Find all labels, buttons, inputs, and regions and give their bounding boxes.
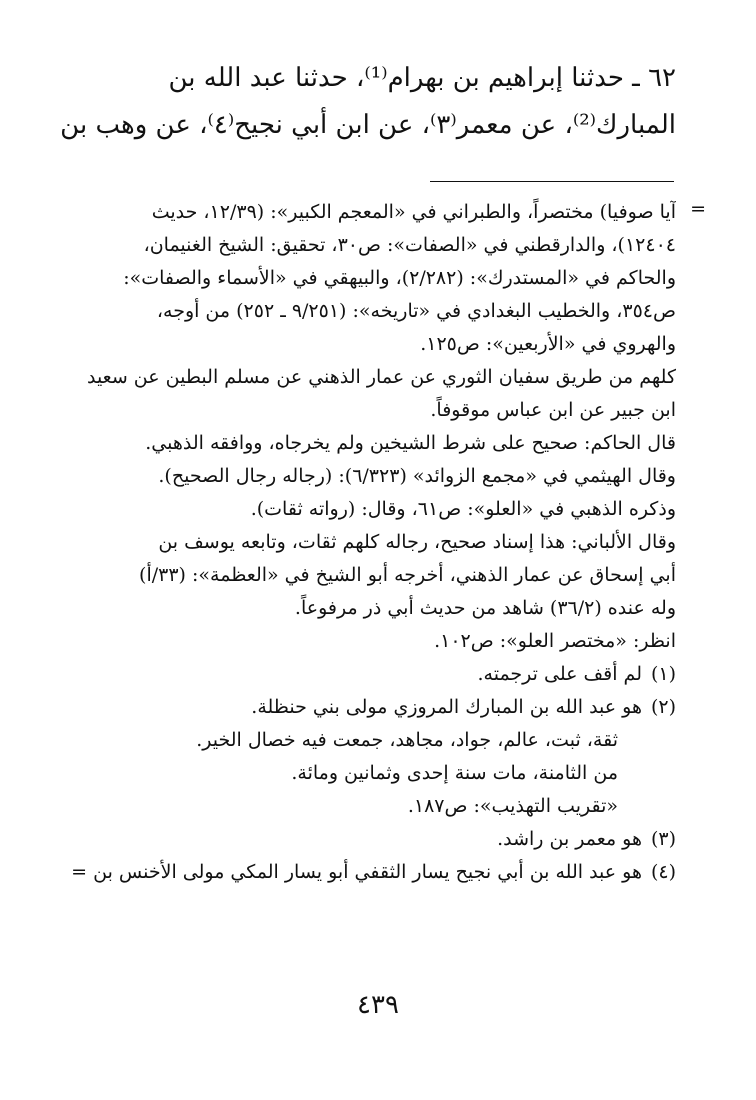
footnote-1 [66,658,676,691]
footnote-line: وله عنده (٣٦/٢) شاهد من حديث أبي ذر مرفوعاً. [294,597,676,619]
footnote-text: هو عبد الله بن أبي نجيح يسار الثقفي أبو يسار المكي مولى الأخنس بن = [71,861,642,883]
footnote-line: وقال الهيثمي في «مجمع الزوائد» (٦/٣٢٣): (رجاله رجال الصحيح). [158,465,676,487]
footnote-line: كلهم من طريق سفيان الثوري عن عمار الذهني عن مسلم البطين عن سعيد [86,366,676,388]
footnote-line: ابن جبير عن ابن عباس موقوفاً. [430,399,676,421]
main-line: ٦٢ ـ حدثنا إبراهيم بن بهرام⁽¹⁾، حدثنا عبد الله بن [168,63,676,93]
footnote-text: هو معمر بن راشد. [497,828,642,850]
footnote-line: والحاكم في «المستدرك»: (٢/٢٨٢)، والبيهقي في «الأسماء والصفات»: [123,267,676,289]
footnote-continuation [66,196,676,658]
footnote-line: أبي إسحاق عن عمار الذهني، أخرجه أبو الشيخ في «العظمة»: (٣٣/أ) [139,564,676,586]
page-number: ٤٣٩ [357,990,399,1020]
main-text [60,55,676,149]
footnote-line: ص٣٥٤، والخطيب البغدادي في «تاريخه»: (٩/٢٥١ ـ ٢٥٢) من أوجه، [156,300,676,322]
footnote-divider [430,181,674,182]
footnote-line: وذكره الذهبي في «العلو»: ص٦١، وقال: (رواته ثقات). [250,498,676,520]
footnote-number: (٣) [650,828,676,850]
footnote-line: وقال الألباني: هذا إسناد صحيح، رجاله كلهم ثقات، وتابعه يوسف بن [158,531,676,553]
footnote-line: والهروي في «الأربعين»: ص١٢٥. [420,333,676,355]
main-line: المبارك⁽²⁾، عن معمر⁽٣⁾، عن ابن أبي نجيح⁽٤⁾، عن وهب بن [60,110,676,140]
footnote-number: (٤) [650,861,676,883]
footnote-number: (١) [650,663,676,685]
footnote-line: آيا صوفيا) مختصراً، والطبراني في «المعجم الكبير»: (١٢/٣٩، حديث [151,201,676,223]
footnote-subline: من الثامنة، مات سنة إحدى وثمانين ومائة. [291,762,618,784]
footnote-3 [66,823,676,856]
footnote-line: انظر: «مختصر العلو»: ص١٠٢. [434,630,676,652]
footnote-subline: «تقريب التهذيب»: ص١٨٧. [407,795,618,817]
footnotes-section [66,196,706,889]
footnote-line: قال الحاكم: صحيح على شرط الشيخين ولم يخرجاه، ووافقه الذهبي. [145,432,676,454]
footnote-text: هو عبد الله بن المبارك المروزي مولى بني حنظلة. [251,696,642,718]
footnote-2 [66,691,676,724]
footnote-text: لم أقف على ترجمته. [477,663,642,685]
footnote-subline: ثقة، ثبت، عالم، جواد، مجاهد، جمعت فيه خصال الخير. [196,729,618,751]
footnote-line: ١٢٤٠٤)، والدارقطني في «الصفات»: ص٣٠، تحقيق: الشيخ الغنيمان، [143,234,676,256]
footnote-4 [66,856,676,889]
continuation-mark: = [690,198,706,220]
footnote-number: (٢) [650,696,676,718]
